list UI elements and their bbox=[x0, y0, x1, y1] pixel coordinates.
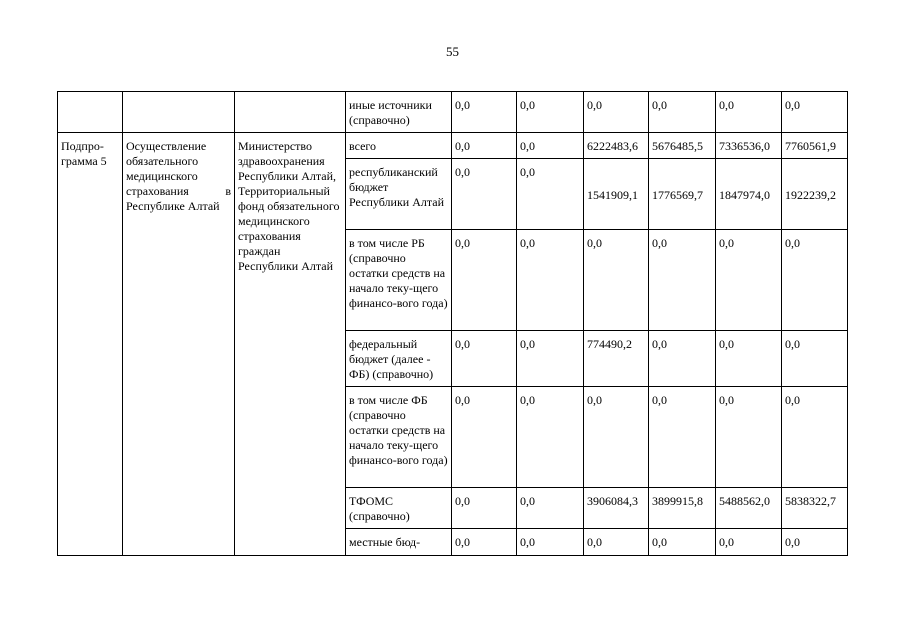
funding-source-cell: всего bbox=[346, 133, 452, 159]
value-cell: 0,0 bbox=[517, 230, 584, 331]
funding-source-cell: федеральный бюджет (далее - ФБ) (справочно) bbox=[346, 331, 452, 387]
budget-table bbox=[57, 91, 848, 556]
value-cell: 0,0 bbox=[452, 529, 517, 556]
value-cell: 0,0 bbox=[517, 387, 584, 488]
value-cell: 0,0 bbox=[716, 387, 782, 488]
value-cell: 0,0 bbox=[716, 331, 782, 387]
value-cell: 0,0 bbox=[584, 387, 649, 488]
funding-source-cell: иные источники (справочно) bbox=[346, 92, 452, 133]
value-cell: 0,0 bbox=[716, 529, 782, 556]
table-cell-empty bbox=[235, 92, 346, 133]
funding-source-cell: республиканский бюджет Республики Алтай bbox=[346, 159, 452, 230]
value-cell: 0,0 bbox=[649, 387, 716, 488]
value-cell: 0,0 bbox=[517, 331, 584, 387]
value-cell: 0,0 bbox=[517, 488, 584, 529]
page-number: 55 bbox=[446, 44, 459, 59]
funding-source-cell: местные бюд- bbox=[346, 529, 452, 556]
value-cell: 0,0 bbox=[584, 230, 649, 331]
value-cell: 3906084,3 bbox=[584, 488, 649, 529]
table-cell-empty bbox=[123, 92, 235, 133]
value-cell: 0,0 bbox=[782, 230, 848, 331]
value-cell: 0,0 bbox=[584, 529, 649, 556]
value-cell: 0,0 bbox=[649, 92, 716, 133]
subprogram-name-cell: Осуществление обязательного медицинского страхования в Республике Алтай bbox=[123, 133, 235, 556]
value-cell: 3899915,8 bbox=[649, 488, 716, 529]
value-cell: 0,0 bbox=[649, 331, 716, 387]
subprogram-cell: Подпро-грамма 5 bbox=[58, 133, 123, 556]
funding-source-cell: в том числе ФБ (справочно остатки средств на начало теку-щего финансо-вого года) bbox=[346, 387, 452, 488]
value-cell: 1847974,0 bbox=[716, 159, 782, 230]
value-cell: 0,0 bbox=[452, 488, 517, 529]
value-cell: 0,0 bbox=[517, 159, 584, 230]
value-cell: 5838322,7 bbox=[782, 488, 848, 529]
value-cell: 0,0 bbox=[452, 133, 517, 159]
table-cell-empty bbox=[58, 92, 123, 133]
value-cell: 774490,2 bbox=[584, 331, 649, 387]
value-cell: 0,0 bbox=[782, 92, 848, 133]
value-cell: 0,0 bbox=[649, 529, 716, 556]
value-cell: 0,0 bbox=[782, 387, 848, 488]
value-cell: 0,0 bbox=[716, 230, 782, 331]
value-cell: 0,0 bbox=[452, 230, 517, 331]
value-cell: 0,0 bbox=[716, 92, 782, 133]
value-cell: 0,0 bbox=[517, 92, 584, 133]
funding-source-cell: в том числе РБ (справочно остатки средств на начало теку-щего финансо-вого года) bbox=[346, 230, 452, 331]
value-cell: 7336536,0 bbox=[716, 133, 782, 159]
value-cell: 5488562,0 bbox=[716, 488, 782, 529]
value-cell: 0,0 bbox=[517, 529, 584, 556]
value-cell: 0,0 bbox=[452, 159, 517, 230]
value-cell: 7760561,9 bbox=[782, 133, 848, 159]
value-cell: 0,0 bbox=[782, 331, 848, 387]
value-cell: 0,0 bbox=[782, 529, 848, 556]
value-cell: 1541909,1 bbox=[584, 159, 649, 230]
value-cell: 0,0 bbox=[452, 387, 517, 488]
value-cell: 6222483,6 bbox=[584, 133, 649, 159]
value-cell: 0,0 bbox=[452, 92, 517, 133]
value-cell: 0,0 bbox=[584, 92, 649, 133]
value-cell: 0,0 bbox=[517, 133, 584, 159]
table-row bbox=[58, 92, 848, 133]
responsible-executor-cell: Министерство здравоохранения Республики Алтай, Территориальный фонд обязательного медицинского страхования граждан Республики Алтай bbox=[235, 133, 346, 556]
value-cell: 0,0 bbox=[452, 331, 517, 387]
value-cell: 0,0 bbox=[649, 230, 716, 331]
value-cell: 5676485,5 bbox=[649, 133, 716, 159]
funding-source-cell: ТФОМС (справочно) bbox=[346, 488, 452, 529]
table-row bbox=[58, 133, 848, 159]
value-cell: 1922239,2 bbox=[782, 159, 848, 230]
value-cell: 1776569,7 bbox=[649, 159, 716, 230]
